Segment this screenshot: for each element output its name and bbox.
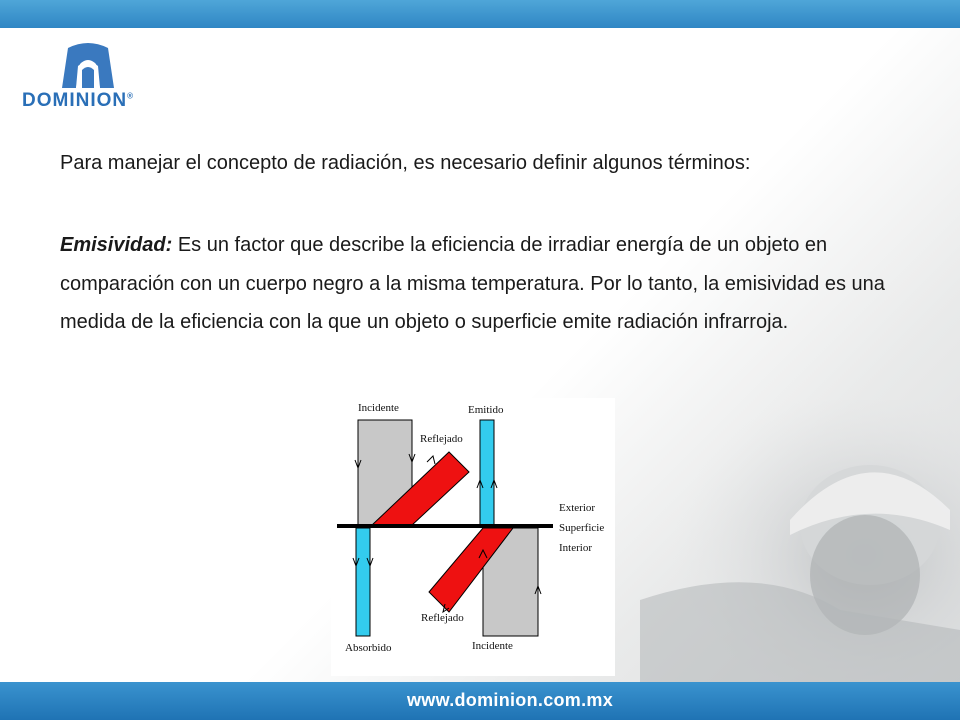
label-superficie: Superficie xyxy=(559,522,605,534)
logo-wordmark: DOMINION xyxy=(22,90,128,111)
label-exterior: Exterior xyxy=(559,502,596,514)
logo-registered-mark: ® xyxy=(127,91,135,101)
label-reflejado-bottom: Reflejado xyxy=(421,612,464,624)
label-incidente-top: Incidente xyxy=(358,402,399,414)
radiation-diagram xyxy=(331,398,615,676)
label-incidente-bottom: Incidente xyxy=(472,640,513,652)
label-interior: Interior xyxy=(559,542,592,554)
absorbed-beam xyxy=(356,528,370,636)
definition-term: Emisividad: xyxy=(60,234,173,256)
top-accent-bar xyxy=(0,0,960,28)
footer-url-link[interactable]: www.dominion.com.mx xyxy=(406,690,614,710)
footer-bar xyxy=(0,682,960,720)
emitted-beam xyxy=(480,420,494,526)
label-absorbido: Absorbido xyxy=(345,642,392,654)
label-emitido: Emitido xyxy=(468,404,504,416)
background-worker-image xyxy=(640,400,960,682)
label-reflejado-top: Reflejado xyxy=(420,433,463,445)
intro-text: Para manejar el concepto de radiación, es necesario definir algunos términos: xyxy=(60,152,751,174)
dominion-logo xyxy=(22,40,182,112)
definition-text: Es un factor que describe la eficiencia de irradiar energía de un objeto en comparación con un cuerpo negro a la misma temperatura. Por lo tanto, la emisividad es una medida de la eficiencia con la que un objeto o superficie emite radiación infrarroja. xyxy=(60,234,885,333)
definition-paragraph xyxy=(60,226,890,342)
